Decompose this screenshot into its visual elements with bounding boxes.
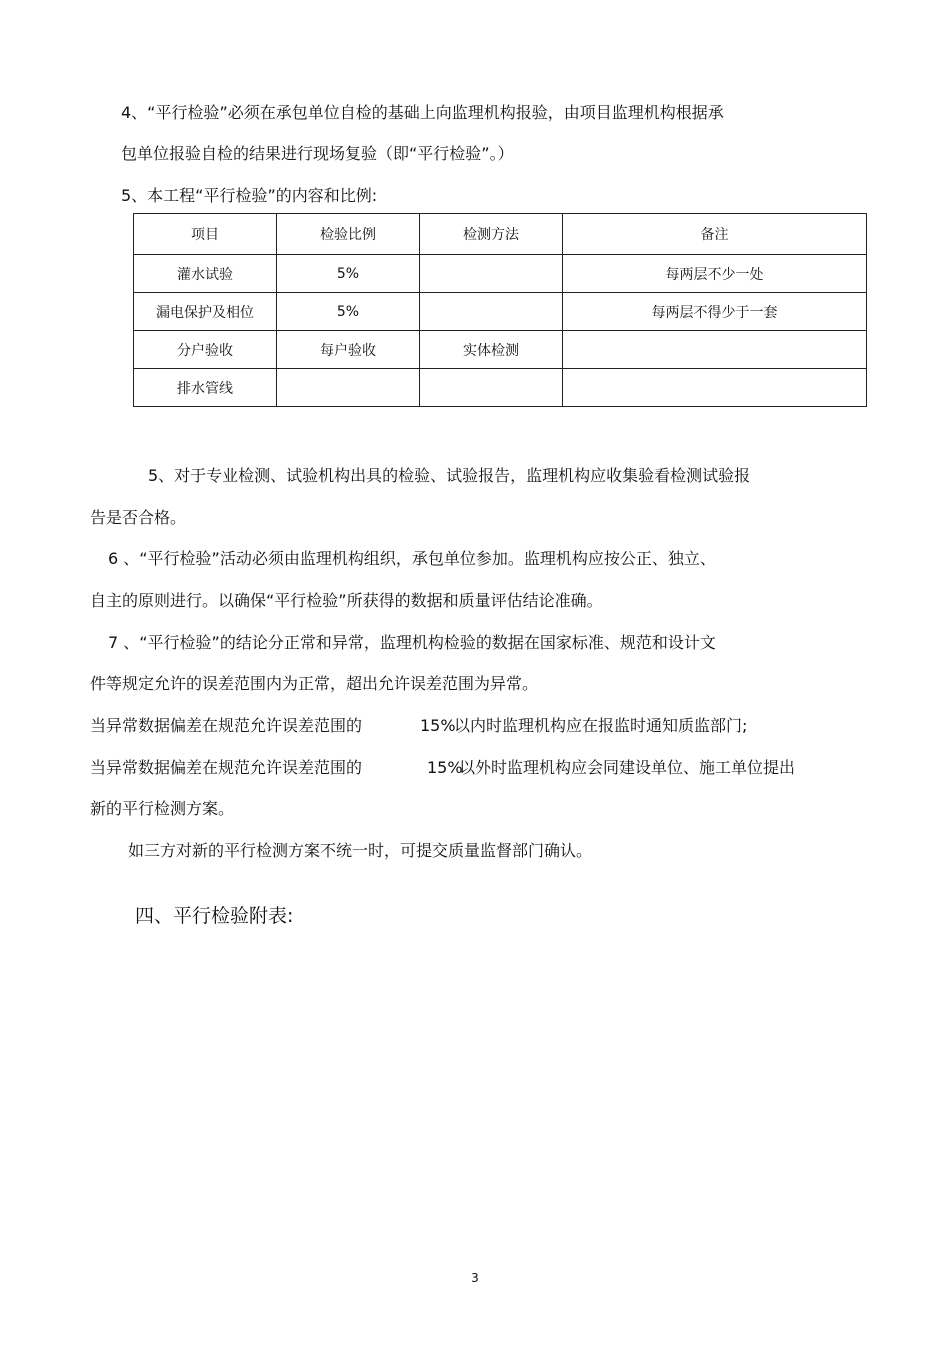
paragraph-4-line-1: 4、“平行检验”必须在承包单位自检的基础上向监理机构报验，由项目监理机构根据承 (121, 103, 724, 122)
paragraph-5b-line-1: 5、对于专业检测、试验机构出具的检验、试验报告，监理机构应收集验看检测试验报 (148, 466, 751, 485)
paragraph-7-line-1: 7 、“平行检验”的结论分正常和异常，监理机构检验的数据在国家标准、规范和设计文 (108, 633, 716, 652)
table-cell (420, 255, 563, 293)
table-cell: 灌水试验 (134, 255, 277, 293)
table-row (134, 293, 867, 331)
abnormal-beyond-line-2: 新的平行检测方案。 (90, 799, 235, 818)
table-cell: 每两层不得少于一套 (563, 293, 867, 331)
table-cell (277, 369, 420, 407)
table-header-cell: 项目 (134, 214, 277, 255)
inspection-table (133, 213, 867, 407)
table-cell (563, 331, 867, 369)
abnormal-beyond-text-start: 当异常数据偏差在规范允许误差范围的 (90, 758, 363, 777)
table-cell (420, 293, 563, 331)
table-cell: 5% (277, 255, 420, 293)
table-cell: 分户验收 (134, 331, 277, 369)
table-cell: 每两层不少一处 (563, 255, 867, 293)
abnormal-within-text-start: 当异常数据偏差在规范允许误差范围的 (90, 716, 363, 735)
abnormal-within-text-end: 以内时监理机构应在报监时通知质监部门; (454, 716, 748, 735)
section-heading: 四、平行检验附表: (135, 905, 294, 927)
table-cell: 5% (277, 293, 420, 331)
abnormal-beyond-percent: 15% (427, 758, 463, 777)
table-cell: 每户验收 (277, 331, 420, 369)
table-cell: 排水管线 (134, 369, 277, 407)
table-header-cell: 检测方法 (420, 214, 563, 255)
paragraph-5b-line-2: 告是否合格。 (90, 508, 187, 527)
dispute-paragraph: 如三方对新的平行检测方案不统一时，可提交质量监督部门确认。 (128, 841, 593, 860)
table-cell (420, 369, 563, 407)
table-header-cell: 备注 (563, 214, 867, 255)
table-row (134, 369, 867, 407)
page-number: 3 (471, 1271, 479, 1285)
table-cell (563, 369, 867, 407)
paragraph-6-line-2: 自主的原则进行。以确保“平行检验”所获得的数据和质量评估结论准确。 (90, 591, 603, 610)
table-cell: 漏电保护及相位 (134, 293, 277, 331)
table-header-row (134, 214, 867, 255)
paragraph-4-line-2: 包单位报验自检的结果进行现场复验（即“平行检验”。） (121, 144, 514, 163)
table-cell: 实体检测 (420, 331, 563, 369)
abnormal-within-percent: 15% (420, 716, 456, 735)
table-row (134, 331, 867, 369)
paragraph-7-line-2: 件等规定允许的误差范围内为正常，超出允许误差范围为异常。 (90, 674, 539, 693)
abnormal-beyond-text-end: 以外时监理机构应会同建设单位、施工单位提出 (459, 758, 796, 777)
table-header-cell: 检验比例 (277, 214, 420, 255)
table-row (134, 255, 867, 293)
paragraph-6-line-1: 6 、“平行检验”活动必须由监理机构组织，承包单位参加。监理机构应按公正、独立、 (108, 549, 716, 568)
paragraph-5-title: 5、本工程“平行检验”的内容和比例: (121, 186, 378, 205)
